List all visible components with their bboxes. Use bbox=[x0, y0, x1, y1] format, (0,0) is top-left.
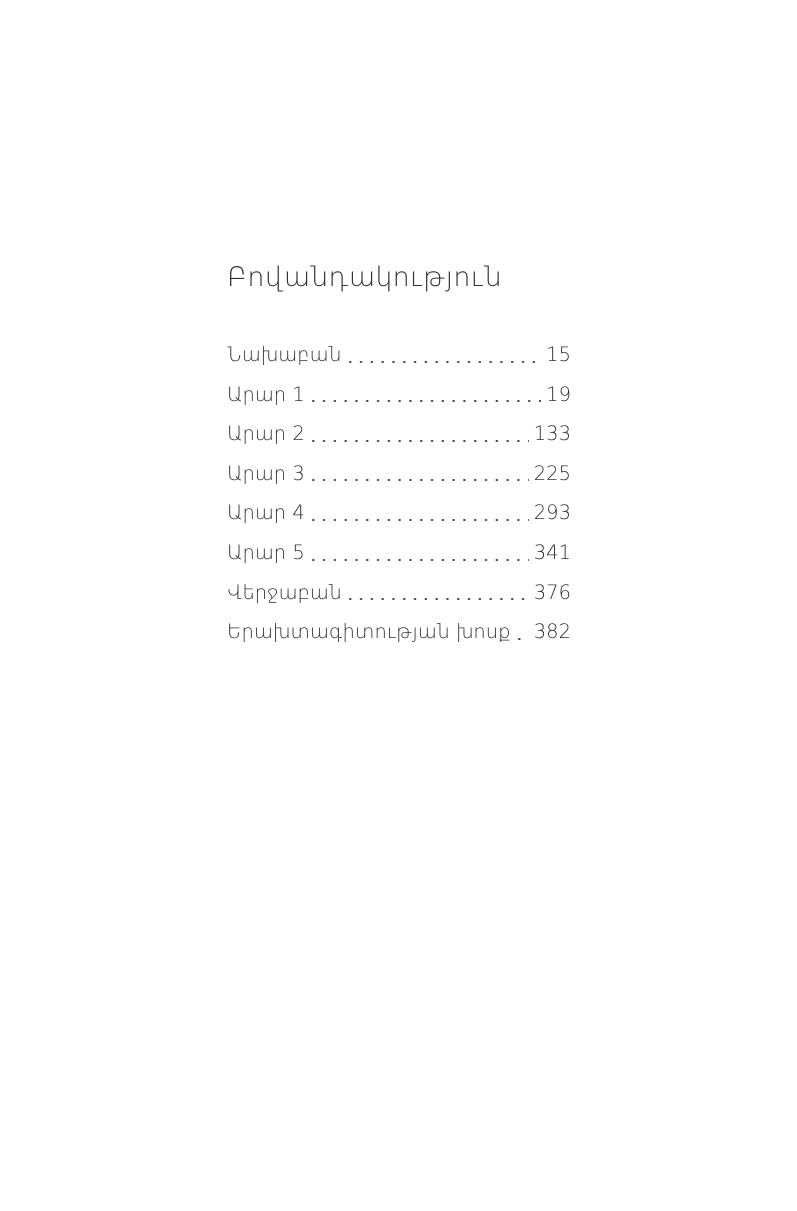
toc-row bbox=[227, 422, 571, 446]
toc-row bbox=[227, 501, 571, 525]
toc-title: Բովանդակություն bbox=[227, 262, 503, 293]
toc-entry-label: Նախաբան bbox=[227, 343, 342, 366]
toc-entry-page: 341 bbox=[533, 540, 571, 564]
toc-entry-page: 376 bbox=[533, 580, 571, 604]
toc-entry-label: Արար 1 bbox=[227, 382, 305, 406]
toc-entry-page: 382 bbox=[533, 620, 571, 644]
dot-leader bbox=[349, 361, 542, 363]
dot-leader bbox=[312, 400, 541, 402]
toc-row bbox=[227, 462, 571, 486]
dot-leader bbox=[312, 519, 529, 521]
toc-row bbox=[227, 383, 571, 407]
dot-leader bbox=[349, 598, 529, 600]
toc-row bbox=[227, 541, 571, 565]
toc-entry-label: Արար 5 bbox=[227, 540, 305, 564]
toc-entry-page: 225 bbox=[533, 461, 571, 485]
toc-entry-page: 19 bbox=[546, 382, 571, 406]
dot-leader bbox=[518, 638, 529, 640]
toc-entry-page: 293 bbox=[533, 501, 571, 525]
toc-entry-label: Արար 2 bbox=[227, 422, 305, 446]
toc-row bbox=[227, 343, 571, 367]
toc-entry-label: Արար 4 bbox=[227, 501, 305, 525]
dot-leader bbox=[312, 479, 529, 481]
toc-entry-label: Երախտագիտության խոսք bbox=[227, 620, 511, 644]
toc-entry-page: 15 bbox=[546, 343, 571, 366]
toc-entry-page: 133 bbox=[533, 422, 571, 446]
toc-entry-label: Արար 3 bbox=[227, 461, 305, 485]
toc-row bbox=[227, 620, 571, 644]
toc-list bbox=[227, 343, 571, 660]
toc-entry-label: Վերջաբան bbox=[227, 580, 342, 604]
dot-leader bbox=[312, 440, 529, 442]
toc-row bbox=[227, 581, 571, 605]
dot-leader bbox=[312, 559, 529, 561]
